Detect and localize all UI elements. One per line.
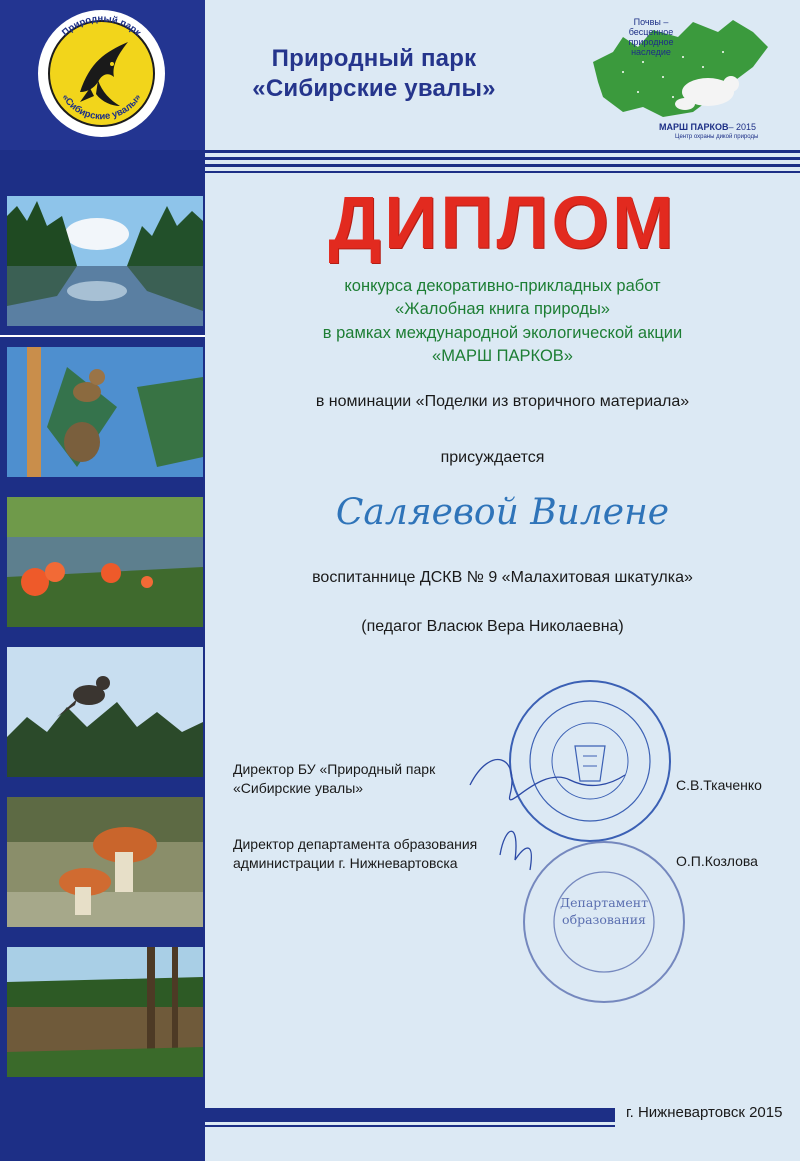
park-title-line1: Природный парк <box>271 45 477 72</box>
emblem-march <box>659 122 756 132</box>
emblem-march-text: МАРШ ПАРКОВ <box>659 122 729 132</box>
stamp2-line2: образования <box>562 912 646 927</box>
emblem-line2: природное наследие <box>628 37 674 57</box>
nomination: в номинации «Поделки из вторичного материала» <box>315 393 690 410</box>
contest-line1: конкурса декоративно-прикладных работ <box>344 277 661 295</box>
svg-text:Природный парк: Природный парк <box>60 13 144 39</box>
emblem-line1: Почвы – бесценное <box>628 17 674 37</box>
director1-line2: «Сибирские увалы» <box>233 780 364 796</box>
park-title-line2: «Сибирские увалы» <box>252 75 496 102</box>
photo-divider <box>0 326 205 347</box>
emblem-center: Центр охраны дикой природы <box>675 134 759 140</box>
director1-line1: Директор БУ «Природный парк <box>233 761 436 777</box>
contest-line4: «МАРШ ПАРКОВ» <box>432 347 573 365</box>
footer-bar <box>205 1108 615 1122</box>
stamp-education-text <box>552 894 656 928</box>
contest-line3: в рамках международной экологической акции <box>322 324 683 342</box>
photo-lake <box>7 196 203 326</box>
emblem-slogan <box>611 17 691 57</box>
pupil-info: воспитаннице ДСКВ № 9 «Малахитовая шкатулка» <box>312 569 693 586</box>
photo-river <box>7 947 203 1077</box>
march-of-parks-emblem <box>583 12 781 142</box>
contest-line2: «Жалобная книга природы» <box>395 300 610 318</box>
awarded-text: присуждается <box>440 449 545 466</box>
header-stripes <box>0 150 800 177</box>
diploma-title: ДИПЛОМ <box>328 181 677 264</box>
photo-mushrooms <box>7 797 203 927</box>
logo-arc-text <box>38 10 165 137</box>
winner-name: Саляевой Вилене <box>335 492 670 533</box>
stamp2-line1: Департамент <box>559 895 649 910</box>
photo-flowers <box>7 497 203 627</box>
footer-place-year: г. Нижневартовск 2015 <box>626 1104 783 1121</box>
handwritten-signatures <box>460 725 630 885</box>
teacher-info: (педагог Власюк Вера Николаевна) <box>361 618 624 635</box>
footer-line <box>205 1125 615 1127</box>
photo-squirrel <box>7 347 203 477</box>
director1-title <box>233 760 435 798</box>
svg-text:«Сибирские увалы»: «Сибирские увалы» <box>59 92 144 123</box>
director2-line2: администрации г. Нижневартовска <box>233 855 458 871</box>
photo-bird <box>7 647 203 777</box>
director2-line1: Директор департамента образования <box>233 836 478 852</box>
director2-title <box>233 835 477 873</box>
emblem-year: – 2015 <box>728 122 757 132</box>
park-title <box>238 44 510 104</box>
director1-name: С.В.Ткаченко <box>676 777 762 793</box>
director2-name: О.П.Козлова <box>676 853 758 869</box>
